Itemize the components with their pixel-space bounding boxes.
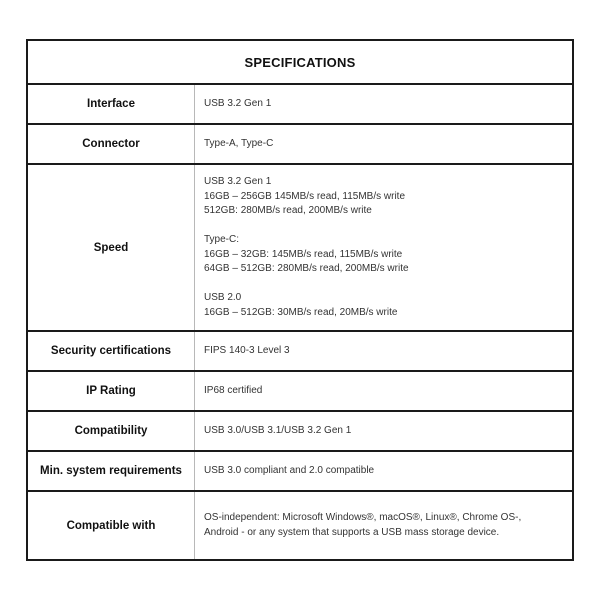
row-label: Connector [28, 125, 195, 163]
table-row-compatibility [28, 412, 572, 452]
value-line: USB 3.2 Gen 1 [204, 97, 272, 109]
row-value [195, 372, 572, 410]
table-row-ip-rating [28, 372, 572, 412]
row-value [195, 412, 572, 450]
row-label: Speed [28, 165, 195, 330]
table-row-compatible-with [28, 492, 572, 559]
value-line: OS-independent: Microsoft Windows®, macOS®, Linux®, Chrome OS-, [204, 512, 522, 523]
table-row-security-certifications [28, 332, 572, 372]
table-title: SPECIFICATIONS [28, 41, 572, 85]
row-value [195, 165, 572, 330]
table-row-interface [28, 85, 572, 125]
specifications-table [26, 39, 574, 561]
row-value [195, 125, 572, 163]
row-value [195, 452, 572, 490]
row-value [195, 85, 572, 123]
value-line: 64GB – 512GB: 280MB/s read, 200MB/s write [204, 263, 409, 274]
value-line: USB 3.0 compliant and 2.0 compatible [204, 464, 375, 476]
row-label: Security certifications [28, 332, 195, 370]
row-label: Compatible with [28, 492, 195, 559]
table-row-min-system-requirements [28, 452, 572, 492]
value-line: USB 2.0 [204, 292, 242, 303]
row-label: Compatibility [28, 412, 195, 450]
row-label: Min. system requirements [28, 452, 195, 490]
value-line: 512GB: 280MB/s read, 200MB/s write [204, 205, 372, 216]
value-line: Type-C: [204, 234, 240, 245]
row-value [195, 332, 572, 370]
value-line: Type-A, Type-C [204, 137, 274, 149]
value-line: IP68 certified [204, 384, 263, 396]
value-line: 16GB – 512GB: 30MB/s read, 20MB/s write [204, 306, 398, 318]
row-label: IP Rating [28, 372, 195, 410]
value-line: Android - or any system that supports a USB mass storage device. [204, 526, 500, 538]
value-line: FIPS 140-3 Level 3 [204, 344, 290, 356]
value-line: USB 3.0/USB 3.1/USB 3.2 Gen 1 [204, 424, 352, 436]
row-value [195, 492, 572, 559]
table-row-speed [28, 165, 572, 332]
value-line: 16GB – 32GB: 145MB/s read, 115MB/s write [204, 248, 403, 260]
line-gap [204, 277, 562, 292]
line-gap [204, 219, 562, 234]
value-line: 16GB – 256GB 145MB/s read, 115MB/s write [204, 190, 406, 202]
table-row-connector [28, 125, 572, 165]
value-line: USB 3.2 Gen 1 [204, 176, 272, 187]
row-label: Interface [28, 85, 195, 123]
